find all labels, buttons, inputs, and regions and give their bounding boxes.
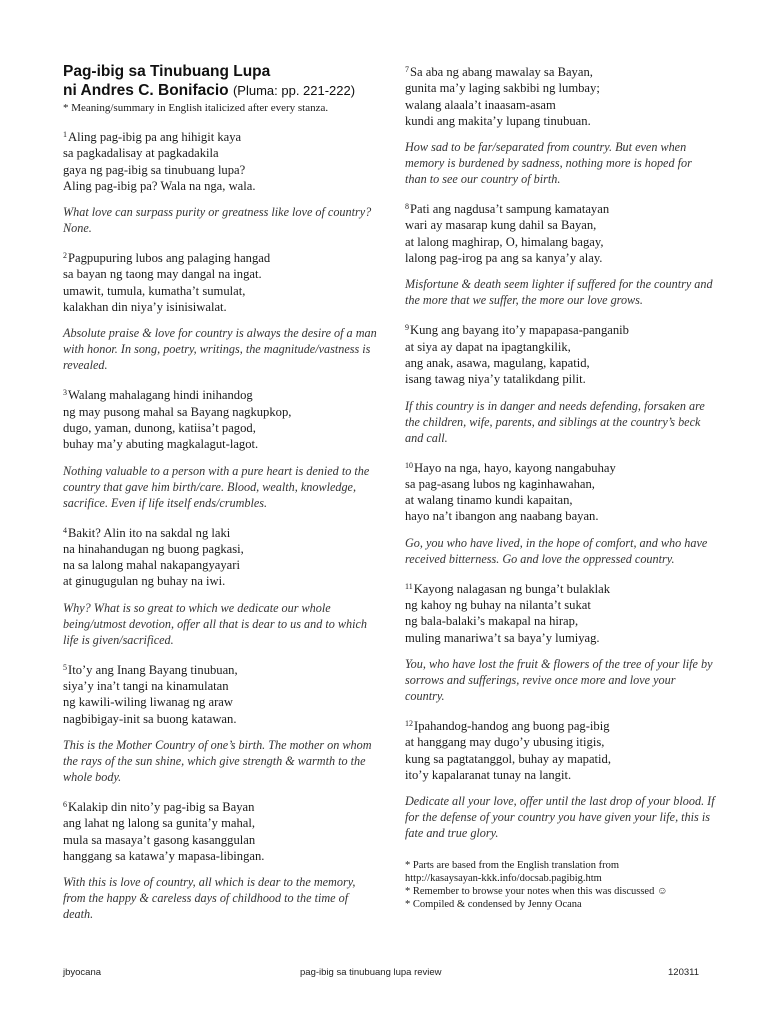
stanza-text: Walang mahalagang hindi inihandog ng may pusong mahal sa Bayang nagkupkop, dugo, yaman, dunong, katiisa’t pagod, buhay ma’y abuting magkalagut-lagot. — [63, 388, 292, 452]
stanza-text: Pati ang nagdusa’t sampung kamatayan wari ay masarap kung dahil sa Bayan, at lalong maghirap, O, himalang bagay, lalong pag-irog pa ang sa kanya’y alay. — [405, 202, 610, 266]
translation-10: Go, you who have lived, in the hope of comfort, and who have received bitterness. Go and love the oppressed country. — [405, 535, 708, 566]
translation-11: You, who have lost the fruit & flowers of the tree of your life by sorrows and sufferings, revive once more and love your country. — [405, 656, 713, 703]
meaning-note: * Meaning/summary in English italicized after every stanza. — [63, 102, 329, 114]
translation-3: Nothing valuable to a person with a pure heart is denied to the country that gave him birth/care. Blood, wealth, knowledge, sacrifice. Even if life itself ends/crumbles. — [63, 463, 370, 510]
stanza-number: 5 — [63, 662, 67, 672]
stanza-number: 9 — [405, 323, 409, 333]
stanza-12 — [405, 716, 715, 783]
translation-6: With this is love of country, all which is dear to the memory, from the happy & careless days of childhood to the time of death. — [63, 875, 356, 922]
stanza-9 — [405, 320, 715, 387]
stanza-number: 8 — [405, 202, 409, 212]
translation-8: Misfortune & death seem lighter if suffered for the country and the more that we suffer, the more our love grows. — [405, 277, 713, 308]
translation-9: If this country is in danger and needs defending, forsaken are the children, wife, parents, and siblings at the country’s beck and call. — [405, 398, 705, 445]
stanza-number: 12 — [405, 718, 413, 728]
stanza-number: 7 — [405, 65, 409, 74]
footnote-source: * Parts are based from the English translation from — [405, 860, 620, 872]
stanza-text: Hayo na nga, hayo, kayong nangabuhay sa pag-asang lubos ng kaginhawahan, at walang tinamo kundi kapaitan, hayo na’t ibangon ang naabang bayan. — [405, 460, 616, 524]
translation-2: Absolute praise & love for country is always the desire of a man with honor. In song, poetry, writings, the magnitude/vastness is revealed. — [63, 326, 377, 373]
stanza-text: Sa aba ng abang mawalay sa Bayan, gunita ma’y laging sakbibi ng lumbay; walang alaala’t inaasam-asam kundi ang makita’y lupang tinubuan. — [405, 65, 600, 128]
stanza-4 — [63, 523, 381, 590]
right-column — [405, 62, 715, 911]
stanza-text: Pagpupuring lubos ang palaging hangad sa bayan ng taong may dangal na ingat. umawit, tumula, kumatha’t sumulat, kalakhan din niya’y isinisiwalat. — [63, 251, 271, 315]
stanza-number: 2 — [63, 251, 67, 261]
author-line — [63, 81, 381, 100]
left-column — [63, 62, 381, 922]
stanza-11 — [405, 579, 715, 646]
stanza-number: 1 — [63, 130, 67, 139]
pluma-reference: (Pluma: pp. 221-222) — [232, 83, 356, 98]
stanza-number: 10 — [405, 460, 413, 470]
stanza-10 — [405, 458, 715, 525]
stanza-text: Kalakip din nito’y pag-ibig sa Bayan ang lahat ng lalong sa gunita’y mahal, mula sa masaya’t gasong kasanggulan hanggang sa katawa’y mapasa-libingan. — [63, 799, 265, 863]
footnote-source-link[interactable]: http://kasaysayan-kkk.info/docsab.pagibig.htm — [405, 873, 602, 885]
footnote-compiler: * Compiled & condensed by Jenny Ocana — [405, 899, 582, 911]
author-name: ni Andres C. Bonifacio — [63, 82, 229, 99]
stanza-number: 4 — [63, 525, 67, 535]
stanza-8 — [405, 199, 715, 266]
stanza-7 — [405, 62, 715, 129]
stanza-number: 6 — [63, 799, 67, 809]
stanza-5 — [63, 660, 381, 727]
stanza-text: Aling pag-ibig pa ang hihigit kaya sa pagkadalisay at pagkadakila gaya ng pag-ibig sa tinubuang lupa? Aling pag-ibig pa? Wala na nga, wala. — [63, 130, 256, 193]
translation-5: This is the Mother Country of one’s birth. The mother on whom the rays of the sun shine, which give strength & warmth to the whole body. — [63, 737, 372, 784]
poem-title: Pag-ibig sa Tinubuang Lupa — [63, 63, 271, 80]
stanza-1 — [63, 127, 381, 194]
stanza-2 — [63, 248, 381, 315]
stanza-number: 3 — [63, 388, 67, 398]
stanza-6 — [63, 797, 381, 864]
translation-1: What love can surpass purity or greatness like love of country? None. — [63, 205, 372, 236]
translation-12: Dedicate all your love, offer until the last drop of your blood. If for the defense of your country you have given your life, this is fate and true glory. — [405, 794, 715, 841]
stanza-3 — [63, 385, 381, 452]
stanza-text: Bakit? Alin ito na sakdal ng laki na hinahandugan ng buong pagkasi, na sa lalong mahal nakapangyayari at ginugugulan ng buhay na iwi. — [63, 525, 244, 589]
footer-date: 120311 — [668, 967, 699, 978]
stanza-number: 11 — [405, 581, 413, 591]
footnote-reminder: * Remember to browse your notes when this was discussed ☺ — [405, 886, 668, 898]
stanza-text: Ipahandog-handog ang buong pag-ibig at hanggang may dugo’y ubusing itigis, kung sa pagtatanggol, buhay ay mapatid, ito’y kapalaranat tunay na langit. — [405, 718, 611, 782]
footer-author: jbyocana — [63, 967, 102, 978]
stanza-text: Kayong nalagasan ng bunga’t bulaklak ng kahoy ng buhay na nilanta’t sukat ng bala-balaki’s makapal na hirap, muling manariwa’t sa baya’y lumiyag. — [405, 581, 611, 645]
translation-4: Why? What is so great to which we dedicate our whole being/utmost devotion, offer all that is dear to us and to which life is given/sacrificed. — [63, 600, 367, 647]
stanza-text: Kung ang bayang ito’y mapapasa-panganib at siya ay dapat na ipagtangkilik, ang anak, asawa, magulang, kapatid, isang tawag niya’y tatalikdang pilit. — [405, 323, 629, 387]
stanza-text: Ito’y ang Inang Bayang tinubuan, siya’y ina’t tangi na kinamulatan ng kawili-wiling liwanag ng araw nagbibigay-init sa buong katawan. — [63, 662, 238, 726]
footer-title: pag-ibig sa tinubuang lupa review — [300, 967, 442, 978]
translation-7: How sad to be far/separated from country. But even when memory is burdened by sadness, nothing more is hoped for than to see our country of birth. — [405, 140, 692, 187]
footnotes — [405, 859, 715, 911]
